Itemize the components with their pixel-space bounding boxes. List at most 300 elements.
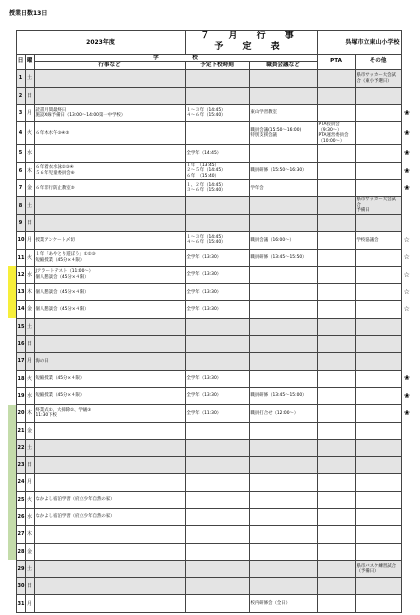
side-marker	[8, 578, 16, 595]
cell-staff	[249, 491, 317, 508]
cell-dismiss: 全学年（13:30）	[185, 301, 249, 318]
cell-other	[355, 405, 401, 422]
side-marker	[8, 318, 16, 335]
cell-staff	[249, 266, 317, 283]
cell-pta	[317, 284, 355, 301]
day-number: 5	[16, 145, 25, 162]
cell-other	[355, 578, 401, 595]
cell-pta	[317, 439, 355, 456]
cell-pta	[317, 162, 355, 180]
day-number: 19	[16, 387, 25, 404]
cell-dismiss	[185, 439, 249, 456]
cell-other	[355, 301, 401, 318]
cell-staff: 職員研修（15:50〜16:30）	[249, 162, 317, 180]
col-event: 行事など	[34, 62, 185, 70]
day-number: 25	[16, 491, 25, 508]
cell-other	[355, 105, 401, 122]
table-row	[8, 162, 412, 180]
cell-pta	[317, 318, 355, 335]
day-number: 15	[16, 318, 25, 335]
side-marker	[8, 214, 16, 231]
flower-icon	[401, 70, 412, 87]
weekday: 日	[25, 457, 34, 474]
cell-event	[34, 578, 185, 595]
cell-dismiss	[185, 318, 249, 335]
weekday: 水	[25, 145, 34, 162]
day-number: 31	[16, 595, 25, 612]
cell-pta	[317, 180, 355, 197]
weekday: 月	[25, 474, 34, 491]
table-row	[8, 353, 412, 370]
day-number: 9	[16, 214, 25, 231]
cell-dismiss: １〜３年（14:45） ４〜６年（15:40）	[185, 232, 249, 249]
cell-staff	[249, 197, 317, 215]
side-marker	[8, 387, 16, 404]
cell-pta	[317, 526, 355, 543]
day-number: 7	[16, 180, 25, 197]
weekday: 土	[25, 70, 34, 87]
cell-dismiss: 全学年（11:30）	[185, 405, 249, 422]
table-row	[8, 197, 412, 215]
cell-pta	[317, 509, 355, 526]
flower-icon	[401, 439, 412, 456]
cell-other: 県市バスケ練習試合 （予備日）	[355, 560, 401, 577]
cell-other	[355, 318, 401, 335]
cell-dismiss	[185, 336, 249, 353]
table-row	[8, 122, 412, 145]
weekday: 火	[25, 370, 34, 387]
table-row	[8, 526, 412, 543]
cell-pta: PTA役員会（9:30〜） PTA運営委員会（10:00〜）	[317, 122, 355, 145]
table-row	[8, 301, 412, 318]
cell-pta	[317, 578, 355, 595]
col-school: 学 校	[34, 54, 317, 62]
cell-other	[355, 87, 401, 104]
table-row	[8, 87, 412, 104]
cell-other: 県市サッカー大会試合 予備日	[355, 197, 401, 215]
flower-icon: ❀	[403, 166, 410, 175]
cell-event	[34, 336, 185, 353]
day-number: 18	[16, 370, 25, 387]
day-number: 14	[16, 301, 25, 318]
flower-icon: ❀	[403, 391, 410, 400]
table-row	[8, 284, 412, 301]
schedule-table	[8, 30, 412, 613]
cell-pta	[317, 422, 355, 439]
table-row	[8, 180, 412, 197]
cell-other	[355, 526, 401, 543]
side-marker	[8, 491, 16, 508]
day-number: 1	[16, 70, 25, 87]
weekday: 日	[25, 578, 34, 595]
cell-dismiss	[185, 474, 249, 491]
flower-icon	[401, 422, 412, 439]
cell-event	[34, 197, 185, 215]
flower-icon	[401, 318, 412, 335]
weekday: 日	[25, 336, 34, 353]
side-marker	[8, 474, 16, 491]
cell-event	[34, 457, 185, 474]
weekday: 金	[25, 543, 34, 560]
side-marker	[8, 422, 16, 439]
table-row	[8, 370, 412, 387]
flower-icon	[401, 214, 412, 231]
star-icon: ☆	[403, 253, 410, 262]
cell-other	[355, 266, 401, 283]
cell-pta	[317, 474, 355, 491]
star-icon: ☆	[403, 287, 410, 296]
cell-pta	[317, 387, 355, 404]
cell-dismiss	[185, 526, 249, 543]
cell-staff	[249, 318, 317, 335]
weekday: 火	[25, 249, 34, 266]
cell-staff: 職員打合せ（12:00〜）	[249, 405, 317, 422]
flower-icon: ❀	[403, 108, 410, 117]
col-day: 日	[16, 54, 25, 70]
school-name: 呉塚市立東山小学校	[317, 31, 401, 55]
cell-dismiss	[185, 491, 249, 508]
cell-pta	[317, 266, 355, 283]
cell-dismiss: 全学年（13:30）	[185, 370, 249, 387]
cell-staff: 校内研修会（全日）	[249, 595, 317, 612]
cell-other	[355, 474, 401, 491]
cell-other	[355, 509, 401, 526]
cell-event	[34, 145, 185, 162]
weekday: 水	[25, 509, 34, 526]
cell-staff: 職員研修（13:45〜15:50）	[249, 249, 317, 266]
cell-event: Jアラートテスト（11:00〜） 個人懇談会（45分×４限）	[34, 266, 185, 283]
cell-dismiss: １年 （13:45） ２〜５年（14:45） ６年 （15:40）	[185, 162, 249, 180]
cell-event	[34, 87, 185, 104]
col-pta: PTA	[317, 54, 355, 70]
cell-pta	[317, 457, 355, 474]
flower-icon	[401, 526, 412, 543]
cell-staff	[249, 578, 317, 595]
weekday: 月	[25, 232, 34, 249]
cell-pta	[317, 370, 355, 387]
cell-event: 読書月間最終日 施設X線予備日（13:00〜14:00第一中学校）	[34, 105, 185, 122]
cell-pta	[317, 336, 355, 353]
cell-event	[34, 543, 185, 560]
table-row	[8, 232, 412, 249]
side-spacer	[8, 54, 16, 62]
cell-staff	[249, 87, 317, 104]
side-marker	[8, 336, 16, 353]
cell-other	[355, 387, 401, 404]
cell-staff: 東山学習教室	[249, 105, 317, 122]
star-icon: ☆	[403, 270, 410, 279]
cell-event: なかよし宿泊学習（府立少年自然の家）	[34, 491, 185, 508]
cell-dismiss	[185, 70, 249, 87]
col-staff: 職員会議など	[249, 62, 317, 70]
table-row	[8, 249, 412, 266]
table-row	[8, 105, 412, 122]
cell-event: 短縮授業（45分×４限）	[34, 387, 185, 404]
day-number: 26	[16, 509, 25, 526]
side-spacer	[8, 31, 16, 55]
cell-event: 海の日	[34, 353, 185, 370]
cell-other	[355, 439, 401, 456]
cell-pta	[317, 301, 355, 318]
cell-staff	[249, 370, 317, 387]
table-row	[8, 405, 412, 422]
flower-icon	[401, 353, 412, 370]
flower-icon: ❀	[403, 183, 410, 192]
flower-icon	[401, 87, 412, 104]
cell-other	[355, 122, 401, 145]
mark-spacer	[401, 31, 412, 55]
cell-event: 個人懇談会（45分×４限）	[34, 284, 185, 301]
cell-other: 学校協議会	[355, 232, 401, 249]
side-marker	[8, 509, 16, 526]
cell-other	[355, 491, 401, 508]
cell-staff	[249, 526, 317, 543]
cell-staff	[249, 543, 317, 560]
table-row	[8, 266, 412, 283]
cell-other	[355, 214, 401, 231]
table-row	[8, 578, 412, 595]
cell-dismiss: 全学年（14:45）	[185, 145, 249, 162]
cell-pta	[317, 595, 355, 612]
cell-pta	[317, 353, 355, 370]
table-row	[8, 491, 412, 508]
cell-pta	[317, 70, 355, 87]
cell-dismiss: １〜３年（14:45） ４〜６年（15:40）	[185, 105, 249, 122]
mark-spacer	[401, 62, 412, 70]
table-row	[8, 145, 412, 162]
cell-staff	[249, 336, 317, 353]
cell-event	[34, 214, 185, 231]
cell-other	[355, 180, 401, 197]
star-icon: ☆	[403, 305, 410, 314]
side-marker	[8, 70, 16, 87]
cell-dismiss	[185, 457, 249, 474]
cell-dismiss	[185, 353, 249, 370]
cell-event	[34, 318, 185, 335]
cell-dismiss: 全学年（13:30）	[185, 249, 249, 266]
side-marker	[8, 197, 16, 215]
day-number: 20	[16, 405, 25, 422]
weekday: 火	[25, 491, 34, 508]
flower-icon	[401, 474, 412, 491]
weekday: 木	[25, 405, 34, 422]
flower-icon	[401, 560, 412, 577]
day-number: 12	[16, 266, 25, 283]
cell-event	[34, 422, 185, 439]
cell-staff	[249, 474, 317, 491]
cell-dismiss: １、２年（14:45） ３〜６年（15:40）	[185, 180, 249, 197]
cell-pta	[317, 197, 355, 215]
cell-staff	[249, 439, 317, 456]
day-number: 29	[16, 560, 25, 577]
cell-dismiss	[185, 122, 249, 145]
table-row	[8, 422, 412, 439]
cell-staff	[249, 353, 317, 370]
cell-pta	[317, 491, 355, 508]
cell-staff: 職員研修（13:45〜15:00）	[249, 387, 317, 404]
cell-event: 個人懇談会（45分×４限）	[34, 301, 185, 318]
flower-icon	[401, 197, 412, 215]
day-number: 27	[16, 526, 25, 543]
weekday: 月	[25, 595, 34, 612]
cell-pta	[317, 214, 355, 231]
day-number: 11	[16, 249, 25, 266]
weekday: 日	[25, 87, 34, 104]
lesson-days: 授業日数13日	[9, 10, 48, 17]
day-number: 13	[16, 284, 25, 301]
side-marker	[8, 405, 16, 422]
cell-dismiss	[185, 595, 249, 612]
cell-event: 終業式①、大掃除②、学級③ 11:30下校	[34, 405, 185, 422]
mark-spacer	[401, 54, 412, 62]
cell-pta	[317, 543, 355, 560]
flower-icon	[401, 491, 412, 508]
cell-staff: 職員会議(15:50〜16:00) 特別支援会議	[249, 122, 317, 145]
weekday: 金	[25, 180, 34, 197]
flower-icon	[401, 543, 412, 560]
weekday: 土	[25, 560, 34, 577]
day-number: 3	[16, 105, 25, 122]
cell-other	[355, 370, 401, 387]
col-other: その他	[355, 54, 401, 70]
day-number: 16	[16, 336, 25, 353]
cell-staff	[249, 560, 317, 577]
cell-dismiss: 全学年（13:30）	[185, 284, 249, 301]
weekday: 水	[25, 387, 34, 404]
cell-dismiss	[185, 422, 249, 439]
cell-pta	[317, 232, 355, 249]
side-marker	[8, 526, 16, 543]
flower-icon	[401, 595, 412, 612]
weekday: 木	[25, 162, 34, 180]
flower-icon	[401, 578, 412, 595]
day-number: 21	[16, 422, 25, 439]
cell-staff	[249, 422, 317, 439]
weekday: 木	[25, 284, 34, 301]
cell-event: ６年非行防止教室⑤	[34, 180, 185, 197]
cell-other	[355, 249, 401, 266]
cell-staff: 学年会	[249, 180, 317, 197]
weekday: 土	[25, 197, 34, 215]
side-spacer	[8, 62, 16, 70]
cell-other	[355, 353, 401, 370]
table-row	[8, 336, 412, 353]
cell-dismiss	[185, 560, 249, 577]
side-marker	[8, 370, 16, 387]
schedule-rows	[8, 70, 412, 612]
side-marker	[8, 457, 16, 474]
cell-other	[355, 422, 401, 439]
cell-dismiss	[185, 214, 249, 231]
cell-event	[34, 560, 185, 577]
cell-other	[355, 162, 401, 180]
cell-event: １年「あやとり遊ぼう」①②③ 短縮授業（45分×４限）	[34, 249, 185, 266]
side-marker	[8, 595, 16, 612]
day-number: 2	[16, 87, 25, 104]
cell-event	[34, 595, 185, 612]
flower-icon	[401, 457, 412, 474]
cell-event: 短縮授業（45分×４限）	[34, 370, 185, 387]
weekday: 金	[25, 301, 34, 318]
table-row	[8, 214, 412, 231]
flower-icon	[401, 336, 412, 353]
cell-other	[355, 457, 401, 474]
cell-other: 県市サッカー大会試合（東小予選日）	[355, 70, 401, 87]
cell-dismiss	[185, 197, 249, 215]
cell-other	[355, 595, 401, 612]
side-marker	[8, 122, 16, 145]
cell-event	[34, 474, 185, 491]
side-marker	[8, 87, 16, 104]
cell-staff	[249, 70, 317, 87]
star-icon: ☆	[403, 236, 410, 245]
weekday: 土	[25, 318, 34, 335]
page-title: ７ 月 行 事 予 定 表	[185, 31, 317, 55]
col-weekday: 曜	[25, 54, 34, 70]
table-row	[8, 543, 412, 560]
cell-event: ６年木水午③④⑤	[34, 122, 185, 145]
flower-icon: ❀	[403, 374, 410, 383]
weekday: 日	[25, 214, 34, 231]
cell-staff	[249, 145, 317, 162]
cell-event	[34, 526, 185, 543]
cell-event	[34, 439, 185, 456]
side-marker	[8, 266, 16, 283]
weekday: 月	[25, 353, 34, 370]
day-number: 10	[16, 232, 25, 249]
day-number: 28	[16, 543, 25, 560]
side-marker	[8, 543, 16, 560]
day-number: 6	[16, 162, 25, 180]
cell-other	[355, 543, 401, 560]
cell-event: ６年着衣水泳②③④ ５６年児童委員会⑥	[34, 162, 185, 180]
cell-staff	[249, 284, 317, 301]
cell-event	[34, 70, 185, 87]
weekday: 水	[25, 266, 34, 283]
day-number: 30	[16, 578, 25, 595]
cell-staff	[249, 457, 317, 474]
cell-other	[355, 145, 401, 162]
cell-staff	[249, 214, 317, 231]
table-row	[8, 457, 412, 474]
cell-pta	[317, 145, 355, 162]
side-marker	[8, 249, 16, 266]
cell-dismiss	[185, 509, 249, 526]
flower-icon	[401, 509, 412, 526]
cell-pta	[317, 87, 355, 104]
weekday: 木	[25, 526, 34, 543]
side-marker	[8, 232, 16, 249]
day-number: 23	[16, 457, 25, 474]
cell-pta	[317, 405, 355, 422]
cell-dismiss: 全学年（13:30）	[185, 266, 249, 283]
side-marker	[8, 301, 16, 318]
cell-event: 授業アンケート〆切	[34, 232, 185, 249]
cell-staff: 職員会議（16:00〜）	[249, 232, 317, 249]
day-number: 24	[16, 474, 25, 491]
side-marker	[8, 180, 16, 197]
cell-pta	[317, 249, 355, 266]
table-row	[8, 509, 412, 526]
side-marker	[8, 284, 16, 301]
table-row	[8, 318, 412, 335]
side-marker	[8, 162, 16, 180]
table-row	[8, 560, 412, 577]
fiscal-year: 2023年度	[16, 31, 185, 55]
weekday: 月	[25, 105, 34, 122]
cell-other	[355, 284, 401, 301]
day-number: 22	[16, 439, 25, 456]
